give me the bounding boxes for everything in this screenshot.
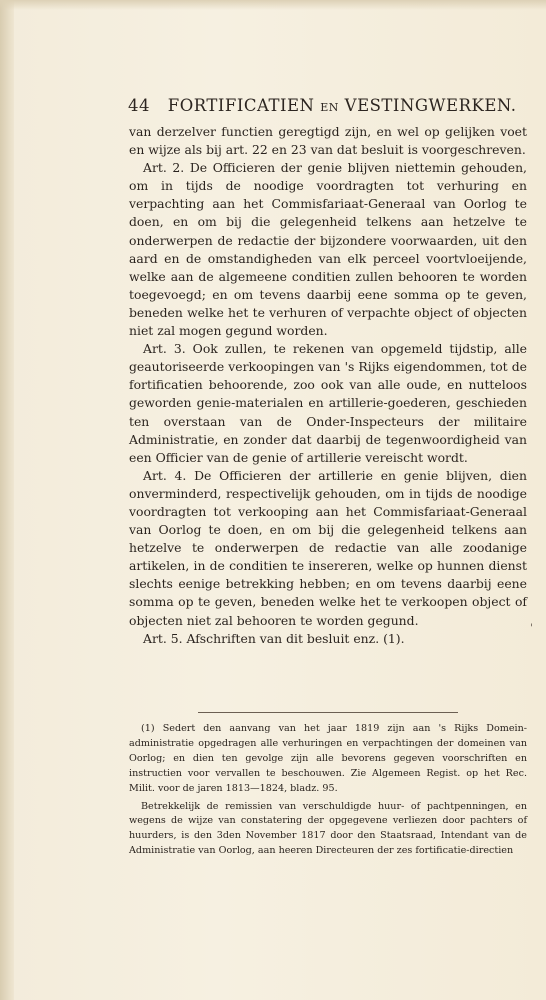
footnote-rule [198, 712, 458, 713]
paragraph-art-2: Art. 2. De Officieren der genie blijven niettemin gehouden, om in tijds de noodige voordragten tot verhuring en verpachting aan het Commisfariaat-Generaal van Oorlog te doen, en om bij die gelegenheid telkens aan hetzelve te onderwerpen de redactie der bijzondere voorwaarden, uit den aard en de omstandigheden van elk perceel voortvloeijende, welke aan de algemeene conditien zullen behooren te worden toegevoegd; en om tevens daarbij eene somma op te geven, beneden welke het te verhuren of verpachte object of objecten niet zal mogen gegund worden. [129, 160, 527, 339]
stray-mark: ' [530, 623, 533, 634]
header-title-part2: VESTINGWERKEN. [344, 96, 517, 115]
page-top-edge [0, 0, 546, 10]
running-header [128, 96, 520, 115]
paragraph-art-3: Art. 3. Ook zullen, te rekenen van opgemeld tijdstip, alle geautoriseerde verkoopingen van 's Rijks eigendommen, tot de fortificatien behoorende, zoo ook van alle oude, en nutteloos geworden genie-materialen en artillerie-goederen, geschieden ten overstaan van de Onder-Inspecteurs der militaire Administratie, en zonder dat daarbij de tegenwoordigheid van een Officier van de genie of artillerie vereischt wordt. [129, 341, 527, 465]
page-number: 44 [128, 96, 150, 115]
paragraph-art-5: Art. 5. Afschriften van dit besluit enz. (1). [143, 630, 405, 646]
header-title-part1: FORTIFICATIEN [167, 96, 315, 115]
footnote-continuation: Betrekkelijk de remissien van verschuldigde huur- of pachtpenningen, en wegens de wijze van constatering der opgegevene verliezen door pachters of huurders, is den 3den November 1817 door den Staatsraad, Intendant van de Administratie van Oorlog, aan heeren Directeuren der zes fortificatie-directien [129, 800, 527, 857]
body-text [129, 123, 527, 648]
paragraph-continuation: van derzelver functien geregtigd zijn, en wel op gelijken voet en wijze als bij art. 22 en 23 van dat besluit is voorgeschreven. [129, 124, 527, 158]
header-title-connector: EN [320, 101, 339, 114]
page-gutter [0, 0, 14, 1000]
footnotes [129, 722, 527, 859]
footnote-1: (1) Sedert den aanvang van het jaar 1819 zijn aan 's Rijks Domein-administratie opgedragen alle verhuringen en verpachtingen der domeinen van Oorlog; en dien ten gevolge zijn alle bevorens gegeven voorschriften en instructien voor vervallen te beschouwen. Zie Algemeen Regist. op het Rec. Milit. voor de jaren 1813—1824, bladz. 95. [129, 723, 527, 794]
paragraph-art-4: Art. 4. De Officieren der artillerie en genie blijven, dien onverminderd, respectivelijk gehouden, om in tijds de noodige voordragten tot verkooping aan het Commisfariaat-Generaal van Oorlog te doen, en om bij die gelegenheid telkens aan hetzelve te onderwerpen de redactie van alle zoodanige artikelen, in de conditien te insereren, welke op hunnen dienst slechts eenige betrekking hebben; en om tevens daarbij eene somma op te geven, beneden welke het te verkoopen object of objecten niet zal behooren te worden gegund. [129, 467, 527, 628]
